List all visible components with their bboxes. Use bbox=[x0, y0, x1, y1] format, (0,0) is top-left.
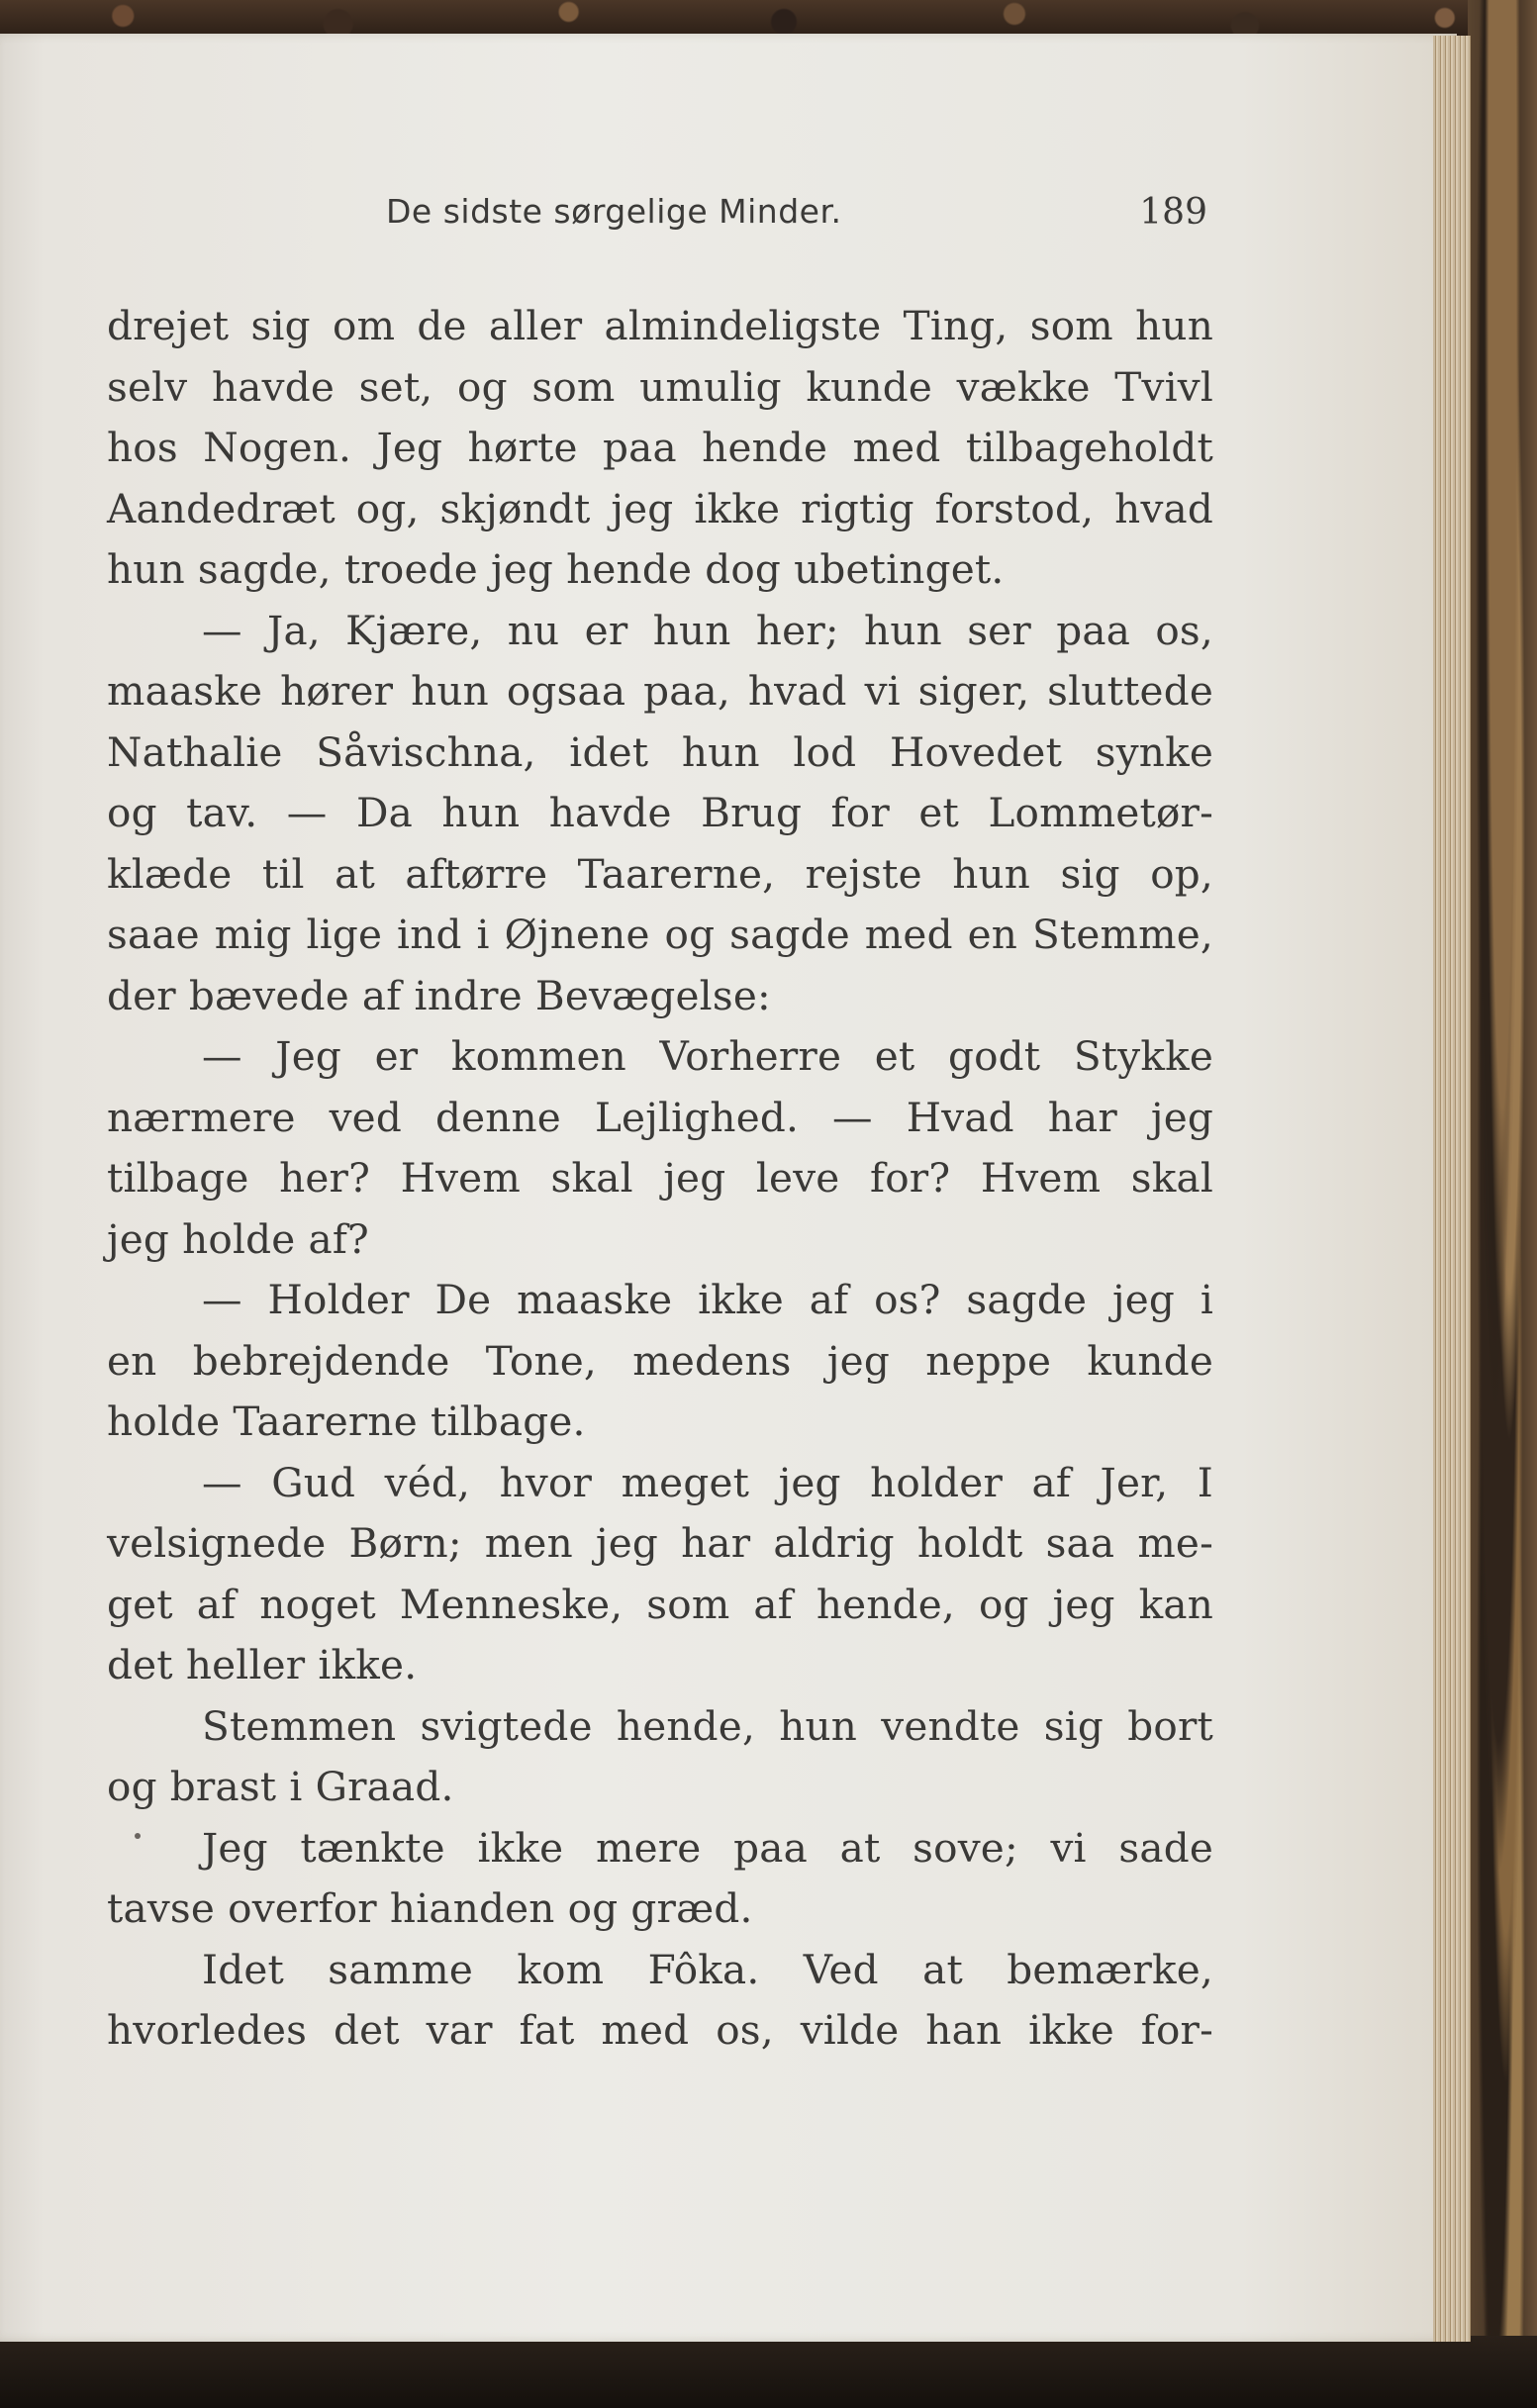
book-cover-right-edge bbox=[1468, 0, 1537, 2408]
text-line: velsignede Børn; men jeg har aldrig holdt saa me- bbox=[107, 1519, 1213, 1567]
text-line: maaske hører hun ogsaa paa, hvad vi siger, sluttede bbox=[107, 667, 1213, 715]
print-speck bbox=[135, 1833, 141, 1839]
text-line: hun sagde, troede jeg hende dog ubetinget. bbox=[107, 545, 1005, 593]
text-line: Idet samme kom Fôka. Ved at bemærke, bbox=[202, 1945, 1213, 1993]
text-line: — Gud véd, hvor meget jeg holder af Jer, I bbox=[202, 1458, 1213, 1506]
text-line: nærmere ved denne Lejlighed. — Hvad har jeg bbox=[107, 1093, 1213, 1141]
text-line: Jeg tænkte ikke mere paa at sove; vi sade bbox=[202, 1823, 1213, 1872]
text-line: get af noget Menneske, som af hende, og jeg kan bbox=[107, 1580, 1213, 1628]
text-line: — Holder De maaske ikke af os? sagde jeg i bbox=[202, 1276, 1213, 1323]
text-line: Stemmen svigtede hende, hun vendte sig bort bbox=[202, 1701, 1213, 1750]
text-line: det heller ikke. bbox=[107, 1641, 418, 1688]
text-line: tavse overfor hianden og græd. bbox=[107, 1884, 753, 1932]
text-line: holde Taarerne tilbage. bbox=[107, 1397, 586, 1445]
book-cover-bottom-edge bbox=[0, 2336, 1537, 2408]
text-line: selv havde set, og som umulig kunde vække Tvivl bbox=[107, 362, 1213, 411]
running-head bbox=[386, 192, 1207, 240]
text-line: og brast i Graad. bbox=[107, 1763, 454, 1810]
text-line: hvorledes det var fat med os, vilde han ikke for- bbox=[107, 2006, 1213, 2054]
text-line: saae mig lige ind i Øjnene og sagde med en Stemme, bbox=[107, 911, 1213, 958]
text-line: — Jeg er kommen Vorherre et godt Stykke bbox=[202, 1032, 1213, 1080]
text-line: Aandedræt og, skjøndt jeg ikke rigtig forstod, hvad bbox=[107, 484, 1213, 532]
text-line: drejet sig om de aller almindeligste Ting, som hun bbox=[107, 302, 1213, 349]
text-line: der bævede af indre Bevægelse: bbox=[107, 971, 771, 1019]
book-page bbox=[0, 34, 1457, 2342]
text-line: klæde til at aftørre Taarerne, rejste hun sig op, bbox=[107, 849, 1213, 898]
text-line: hos Nogen. Jeg hørte paa hende med tilbageholdt bbox=[107, 424, 1213, 471]
text-line: og tav. — Da hun havde Brug for et Lommetør- bbox=[107, 789, 1213, 836]
text-line: tilbage her? Hvem skal jeg leve for? Hvem skal bbox=[107, 1154, 1213, 1202]
page-block-edge bbox=[1433, 36, 1471, 2342]
body-text bbox=[107, 296, 1213, 2062]
text-line: jeg holde af? bbox=[107, 1214, 369, 1263]
text-line: en bebrejdende Tone, medens jeg neppe kunde bbox=[107, 1336, 1213, 1385]
text-line: — Ja, Kjære, nu er hun her; hun ser paa os, bbox=[202, 606, 1213, 654]
page-number: 189 bbox=[1139, 192, 1207, 233]
text-line: Nathalie Såvischna, idet hun lod Hovedet synke bbox=[107, 727, 1213, 776]
running-head-title: De sidste sørgelige Minder. bbox=[386, 192, 842, 231]
